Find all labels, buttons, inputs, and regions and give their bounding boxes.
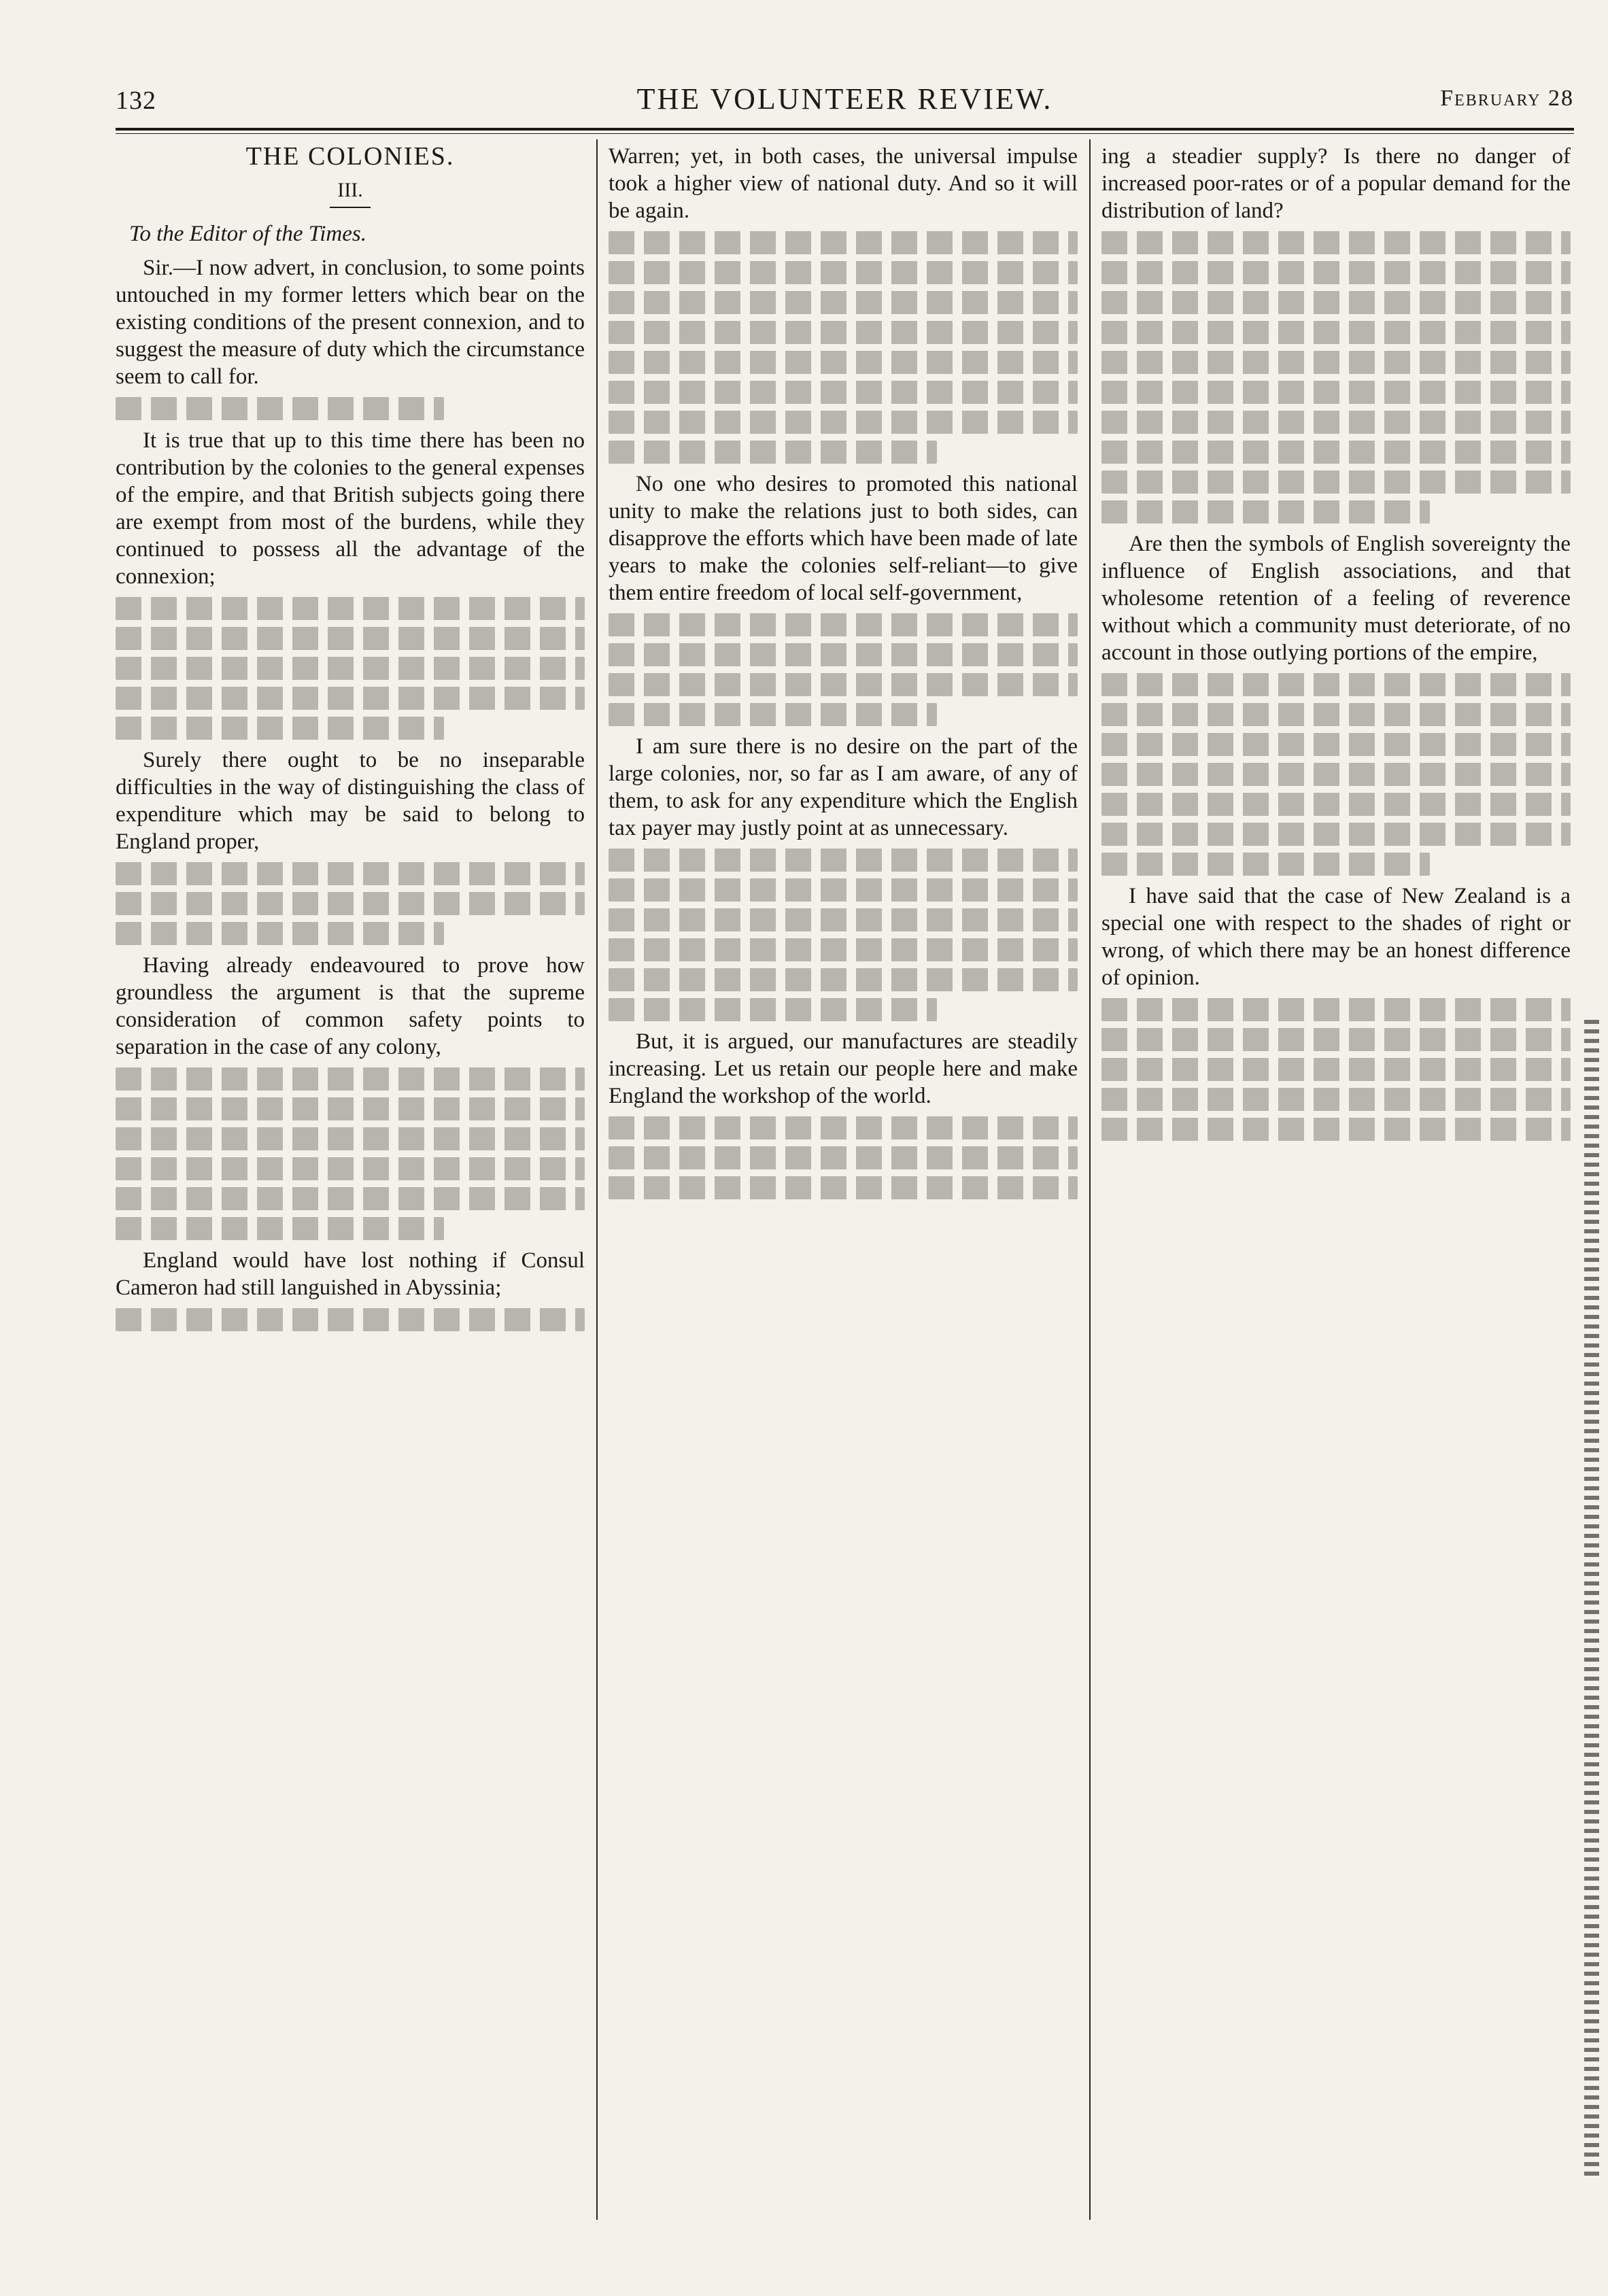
illegible-text [609,261,1078,284]
illegible-text [609,321,1078,344]
illegible-text [1101,470,1571,494]
page-number: 132 [116,86,156,115]
paragraph: ing a steadier supply? Is there no danger of increased poor-rates or of a popular demand for the distribution of land? [1101,144,1571,223]
paragraph: I have said that the case of New Zealand is a special one with respect to the shades of right or wrong, of which there may be an honest difference of opinion. [1101,884,1571,990]
illegible-text [609,613,1078,636]
illegible-text [1101,823,1571,846]
illegible-text [1101,411,1571,434]
illegible-text [609,673,1078,696]
illegible-text [116,1127,585,1150]
header-rule [116,128,1574,131]
salutation: To the Editor of the Times. [129,222,366,246]
page-header [116,73,1574,128]
illegible-text [1101,291,1571,314]
illegible-text [609,908,1078,931]
illegible-text [116,1308,585,1331]
column-2 [609,143,1078,2216]
illegible-text [609,1116,1078,1140]
illegible-text [1101,500,1430,524]
illegible-text [116,862,585,885]
paragraph: Surely there ought to be no inseparable difficulties in the way of distinguishing the class of expenditure which may be said to belong to England proper, [116,748,585,854]
illegible-text [609,1146,1078,1169]
paragraph: Having already endeavoured to prove how groundless the argument is that the supreme consideration of common safety points to separation in the case of any colony, [116,953,585,1059]
illegible-text [1101,1118,1571,1141]
illegible-text [116,1067,585,1091]
illegible-text [1101,998,1571,1021]
illegible-text [116,657,585,680]
paragraph: I am sure there is no desire on the part of the large colonies, nor, so far as I am aware, of any of them, to ask for any expenditure which the English tax payer may justly point at as unnecessary. [609,734,1078,840]
illegible-text [116,922,444,945]
illegible-text [609,878,1078,902]
illegible-text [609,849,1078,872]
illegible-text [1101,853,1430,876]
paragraph: Warren; yet, in both cases, the universal impulse took a higher view of national duty. And so it will be again. [609,144,1078,223]
illegible-text [609,643,1078,666]
title-rule [330,207,371,208]
column-divider [596,139,598,2220]
paragraph: Are then the symbols of English sovereignty the influence of English associations, and that wholesome retention of a feeling of reverence without which a community must deteriorate, of no account in those outlying portions of the empire, [1101,532,1571,665]
masthead: THE VOLUNTEER REVIEW. [636,82,1053,116]
illegible-text [609,998,937,1021]
paragraph: No one who desires to promoted this national unity to make the relations just to both sides, can disapprove the efforts which have been made of late years to make the colonies self-reliant—to give them entire freedom of local self-government, [609,472,1078,605]
paragraph: Sir.—I now advert, in conclusion, to some points untouched in my former letters which bear on the existing conditions of the present connexion, and to suggest the measure of duty which the circumstance seem to call for. [116,256,585,389]
illegible-text [116,1217,444,1240]
scan-edge-artifact [1584,1020,1599,2176]
illegible-text [116,687,585,710]
illegible-text [1101,1028,1571,1051]
illegible-text [609,351,1078,374]
paragraph: It is true that up to this time there has been no contribution by the colonies to the general expenses of the empire, and that British subjects going there are exempt from most of the burdens, while they continued to possess all the advantage of the connexion; [116,428,585,589]
column-1 [116,143,585,2216]
column-3 [1101,143,1571,2216]
illegible-text [1101,793,1571,816]
illegible-text [1101,321,1571,344]
illegible-text [1101,261,1571,284]
illegible-text [1101,441,1571,464]
illegible-text [1101,703,1571,726]
illegible-text [609,291,1078,314]
illegible-text [116,892,585,915]
column-divider [1089,139,1091,2220]
paragraph: England would have lost nothing if Consul Cameron had still languished in Abyssinia; [116,1248,585,1300]
illegible-text [1101,231,1571,254]
illegible-text [609,938,1078,961]
illegible-text [1101,1088,1571,1111]
issue-date: February 28 [1440,86,1574,111]
illegible-text [1101,673,1571,696]
illegible-text [1101,733,1571,756]
illegible-text [116,717,444,740]
article-part: III. [337,179,363,201]
illegible-text [609,441,937,464]
illegible-text [609,1176,1078,1199]
illegible-text [116,627,585,650]
header-rule-thin [116,133,1574,134]
illegible-text [1101,381,1571,404]
illegible-text [609,231,1078,254]
illegible-text [116,397,444,420]
illegible-text [116,1097,585,1120]
illegible-text [1101,351,1571,374]
paragraph: But, it is argued, our manufactures are steadily increasing. Let us retain our people here and make England the workshop of the world. [609,1029,1078,1108]
article-title: THE COLONIES. [245,143,455,171]
illegible-text [116,597,585,620]
illegible-text [609,411,1078,434]
illegible-text [609,703,937,726]
illegible-text [116,1187,585,1210]
illegible-text [609,381,1078,404]
illegible-text [1101,763,1571,786]
illegible-text [116,1157,585,1180]
illegible-text [1101,1058,1571,1081]
illegible-text [609,968,1078,991]
